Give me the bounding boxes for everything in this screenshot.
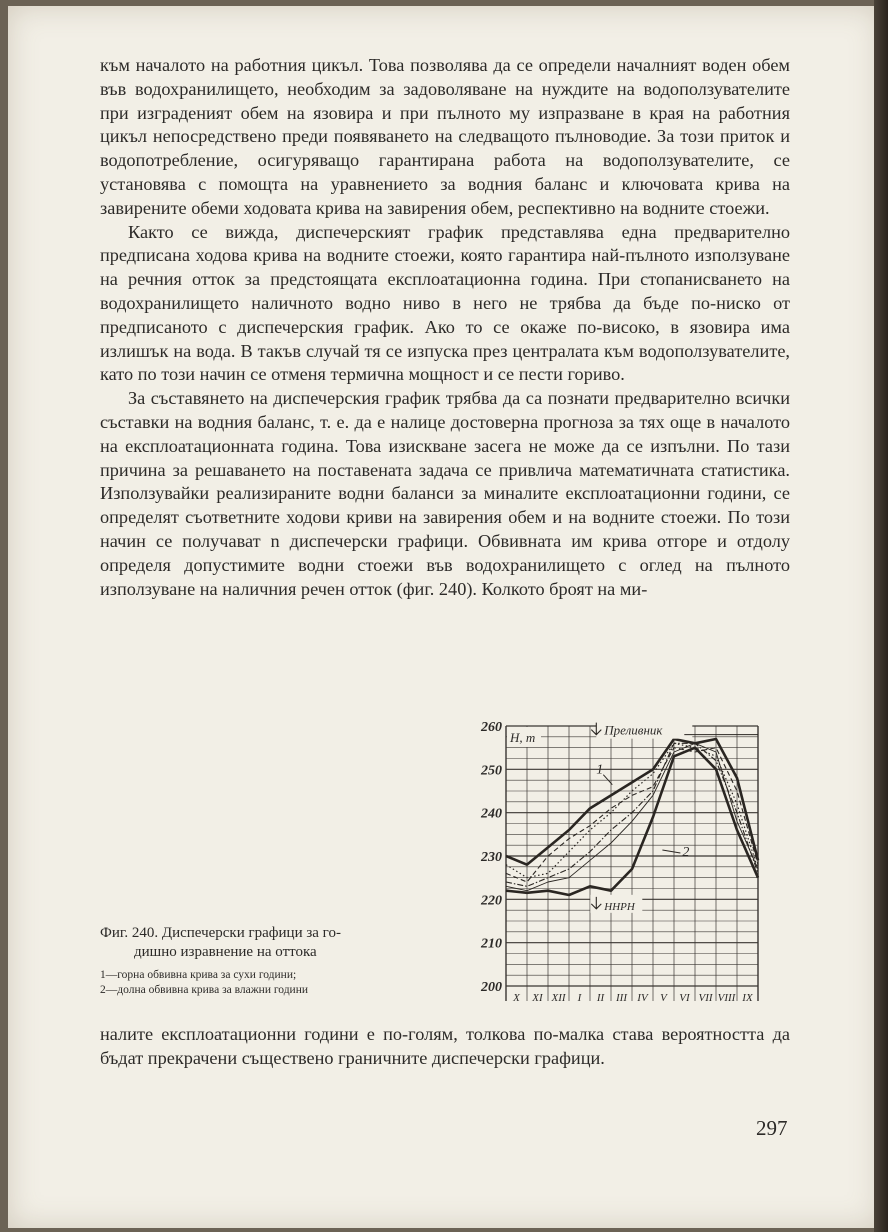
caption-legend — [100, 968, 390, 998]
y-axis-label: H, m — [510, 730, 536, 745]
caption-line-1: Фиг. 240. Диспечерски графици за го- — [100, 925, 341, 941]
y-tick-label: 200 — [481, 980, 502, 995]
legend-item-2: 2—долна обвивна крива за влажни години — [100, 984, 309, 996]
caption-title — [100, 924, 390, 962]
x-tick-label: X — [513, 992, 520, 1001]
x-tick-label: VII — [698, 992, 713, 1001]
paragraph-4: налите експлоатационни години е по-голям, толкова по-малка става вероятността да бъдат прекрачени съществено граничните диспечерски графици. — [100, 1024, 790, 1068]
curve-2-leader — [662, 850, 680, 853]
x-tick-label: IX — [742, 992, 753, 1001]
y-tick-label: 250 — [481, 763, 502, 779]
x-tick-label: IV — [637, 992, 648, 1001]
y-tick-label: 240 — [481, 806, 502, 822]
paragraph-2: Както се вижда, диспечерският график представлява една предварително предписана ходова крива на водните стоежи, която гарантира най-пълното използуване на речния отток за предстоящата експлоатационна година. При стопанисването на водохранилището наличното водно ниво в него не трябва да бъде по-ниско от предписаното с диспечерския график. Ако то се окаже по-високо, в язовира има излишък на вода. В такъв случай тя се изпуска през централата към водоползувателите, като по този начин се отменя термична мощност и се пести гориво. — [100, 221, 790, 385]
annotation-spillway: Преливник — [604, 722, 663, 738]
x-tick-label: II — [596, 992, 605, 1001]
caption-line-2: дишно изравнение на оттока — [134, 944, 317, 960]
dispatch-chart — [463, 711, 763, 1001]
paragraph-3: За съставянето на диспечерския график трябва да са познати предварително всички съставки на водния баланс, т. е. да е налице достоверна прогноза за тях още в началото на експлоатационната година. Това изискване засега не може да се изпълни. По тази причина за решаването на поставената задача се привлича математичната статистика. Използувайки реализираните водни баланси за миналите експлоатационни години, се определят съответните ходови криви на завирения обем и на водните стоежи. По този начин се получават n диспечерски графици. Обвивната им крива отгоре и отдолу определя допустимите водни стоежи във водохранилището с оглед на пълното използуване на наличния речен отток (фиг. 240). Колкото броят на ми- — [100, 388, 790, 599]
annotation-min-level: ННРН — [604, 900, 635, 913]
book-page — [8, 6, 880, 1228]
page-number: 297 — [756, 1116, 788, 1140]
y-tick-label: 230 — [481, 850, 502, 865]
x-tick-label: III — [616, 992, 627, 1001]
figure-caption — [100, 924, 390, 998]
body-text-top — [100, 54, 790, 601]
x-tick-label: V — [660, 992, 667, 1001]
y-tick-label: 220 — [481, 893, 502, 909]
x-tick-label: VI — [679, 992, 690, 1001]
annotation-curve-1: 1 — [596, 762, 604, 778]
y-tick-label: 260 — [481, 720, 502, 735]
x-tick-label: XII — [551, 992, 566, 1001]
x-tick-label: VIII — [717, 992, 736, 1001]
paragraph-1: към началото на работния цикъл. Това позволява да се определи началният воден обем във водохранилището, необходим за задоволяване на нуждите на водоползувателите при изграденият обем на язовира и при пълното му изпразване в края на работния цикъл непосредствено преди появяването на следващото пълноводие. За този приток и водопотребление, осигуряващо гарантирана работа на водоползувателите, се установява с помощта на уравнението за водния баланс и ключовата крива на завирените обеми ходовата крива на завирения обем, респективно на водните стоежи. — [100, 55, 790, 218]
x-tick-label: I — [577, 992, 582, 1001]
x-tick-label: XI — [532, 992, 543, 1001]
legend-item-1: 1—горна обвивна крива за сухи години; — [100, 969, 297, 981]
book-spine — [874, 0, 888, 1232]
body-text-bottom — [100, 1023, 790, 1071]
annotation-curve-2: 2 — [682, 845, 690, 860]
y-tick-label: 210 — [481, 936, 502, 952]
